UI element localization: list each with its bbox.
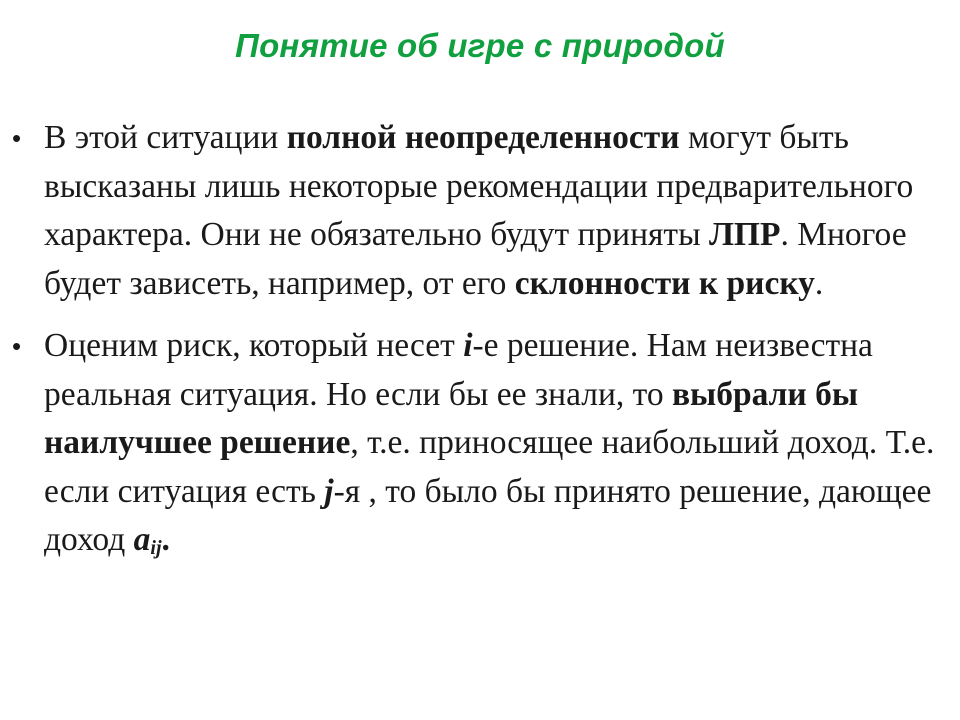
bullet2-text-2: -е решение. Нам неизвестна реальная ситуация. Но если бы ее знали, то	[44, 327, 873, 413]
bullet2-end-period: .	[161, 521, 170, 558]
bullet2-var-j: j	[324, 472, 334, 510]
bullet2-var-i: i	[463, 327, 473, 364]
bullet1-bold-risk: склонности к риску	[514, 264, 815, 302]
bullet1-bold-lpr: ЛПР	[708, 216, 781, 253]
bullet1-text-3: . Многое будет зависеть, например, от его	[44, 216, 907, 302]
bullet-list	[0, 114, 960, 565]
bullet2-var-a: a	[133, 521, 151, 558]
bullet2-text-3: , т.е. приносящее наибольший доход. Т.е. если ситуация есть	[44, 424, 935, 510]
bullet-dot-icon: •	[12, 331, 22, 361]
bullet-dot-icon: •	[12, 123, 22, 153]
bullet1-bold-uncertainty: полной неопределенности	[286, 119, 680, 156]
bullet2-text-4: -я , то было бы принято решение, дающее доход	[44, 472, 932, 558]
bullet2-subscript-ij: ij	[150, 537, 162, 559]
bullet2-text-1: Оценим риск, который несет	[44, 327, 464, 364]
bullet1-text-4: .	[814, 264, 824, 302]
bullet2-bold-best-decision: выбрали бы наилучшее решение	[44, 375, 859, 461]
bullet1-text-2: могут быть высказаны лишь некоторые рекомендации предварительного характера. Они не обязательно будут приняты	[44, 119, 914, 253]
bullet-item-1	[0, 114, 960, 308]
bullet1-text-1: В этой ситуации	[44, 119, 287, 156]
slide-title: Понятие об игре с природой	[235, 27, 725, 64]
bullet-item-2	[0, 322, 960, 565]
